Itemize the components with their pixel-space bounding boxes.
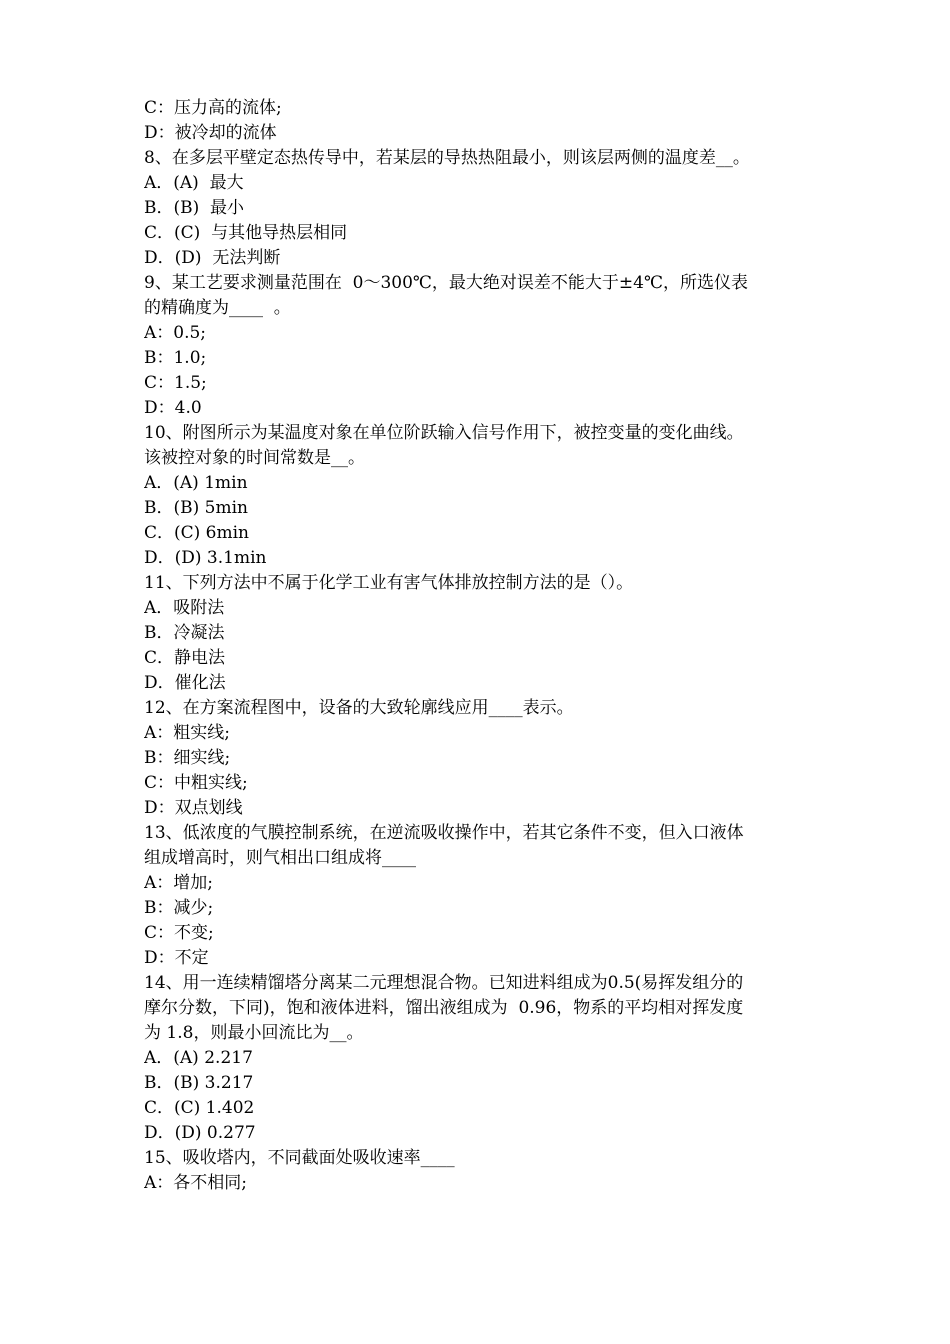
question-14-line-2: 摩尔分数，下同)，饱和液体进料，馏出液组成为 0.96，物系的平均相对挥发度 [144, 998, 744, 1018]
question-12: 12、在方案流程图中，设备的大致轮廓线应用____表示。 [144, 698, 574, 718]
question-12-option-b: B：细实线; [144, 748, 231, 768]
question-10-line-1: 10、附图所示为某温度对象在单位阶跃输入信号作用下，被控变量的变化曲线。 [144, 423, 744, 443]
question-9-option-c: C：1.5; [144, 373, 207, 393]
question-11: 11、下列方法中不属于化学工业有害气体排放控制方法的是（）。 [144, 573, 634, 593]
question-14-line-1: 14、用一连续精馏塔分离某二元理想混合物。已知进料组成为0.5(易挥发组分的 [144, 973, 744, 993]
question-14-line-3: 为 1.8，则最小回流比为__。 [144, 1023, 364, 1043]
question-9-option-d: D：4.0 [144, 398, 202, 418]
option-c-line: C：压力高的流体; [144, 98, 282, 118]
question-13-option-c: C：不变; [144, 923, 214, 943]
question-13-option-d: D：不定 [144, 948, 209, 968]
question-14-option-c: C．(C) 1.402 [144, 1098, 255, 1118]
question-12-option-a: A：粗实线; [144, 723, 231, 743]
question-14-option-b: B．(B) 3.217 [144, 1073, 254, 1093]
question-12-option-d: D：双点划线 [144, 798, 243, 818]
option-d-line: D：被冷却的流体 [144, 123, 277, 143]
question-10-option-a: A．(A) 1min [144, 473, 248, 493]
question-8-option-b: B．(B) 最小 [144, 198, 245, 218]
question-11-option-c: C．静电法 [144, 648, 226, 668]
question-14-option-a: A．(A) 2.217 [144, 1048, 253, 1068]
question-10-line-2: 该被控对象的时间常数是__。 [144, 448, 365, 468]
question-15-option-a: A：各不相同; [144, 1173, 248, 1193]
question-8-option-d: D．(D) 无法判断 [144, 248, 281, 268]
question-10-option-c: C．(C) 6min [144, 523, 250, 543]
question-8: 8、在多层平壁定态热传导中，若某层的导热热阻最小，则该层两侧的温度差__。 [144, 148, 750, 168]
question-10-option-b: B．(B) 5min [144, 498, 248, 518]
question-10-option-d: D．(D) 3.1min [144, 548, 267, 568]
question-13-line-2: 组成增高时，则气相出口组成将____ [144, 848, 416, 868]
question-15: 15、吸收塔内，不同截面处吸收速率____ [144, 1148, 455, 1168]
question-11-option-a: A．吸附法 [144, 598, 225, 618]
question-13-line-1: 13、低浓度的气膜控制系统，在逆流吸收操作中，若其它条件不变，但入口液体 [144, 823, 744, 843]
question-8-option-a: A．(A) 最大 [144, 173, 244, 193]
question-14-option-d: D．(D) 0.277 [144, 1123, 256, 1143]
question-11-option-d: D．催化法 [144, 673, 226, 693]
document-page [144, 96, 834, 1196]
question-9-line-2: 的精确度为____ 。 [144, 298, 291, 318]
question-13-option-a: A：增加; [144, 873, 214, 893]
question-9-line-1: 9、某工艺要求测量范围在 0～300℃，最大绝对误差不能大于±4℃，所选仪表 [144, 273, 748, 293]
question-12-option-c: C：中粗实线; [144, 773, 248, 793]
question-11-option-b: B．冷凝法 [144, 623, 225, 643]
question-9-option-a: A：0.5; [144, 323, 207, 343]
question-8-option-c: C．(C) 与其他导热层相同 [144, 223, 348, 243]
question-9-option-b: B：1.0; [144, 348, 207, 368]
question-13-option-b: B：减少; [144, 898, 214, 918]
